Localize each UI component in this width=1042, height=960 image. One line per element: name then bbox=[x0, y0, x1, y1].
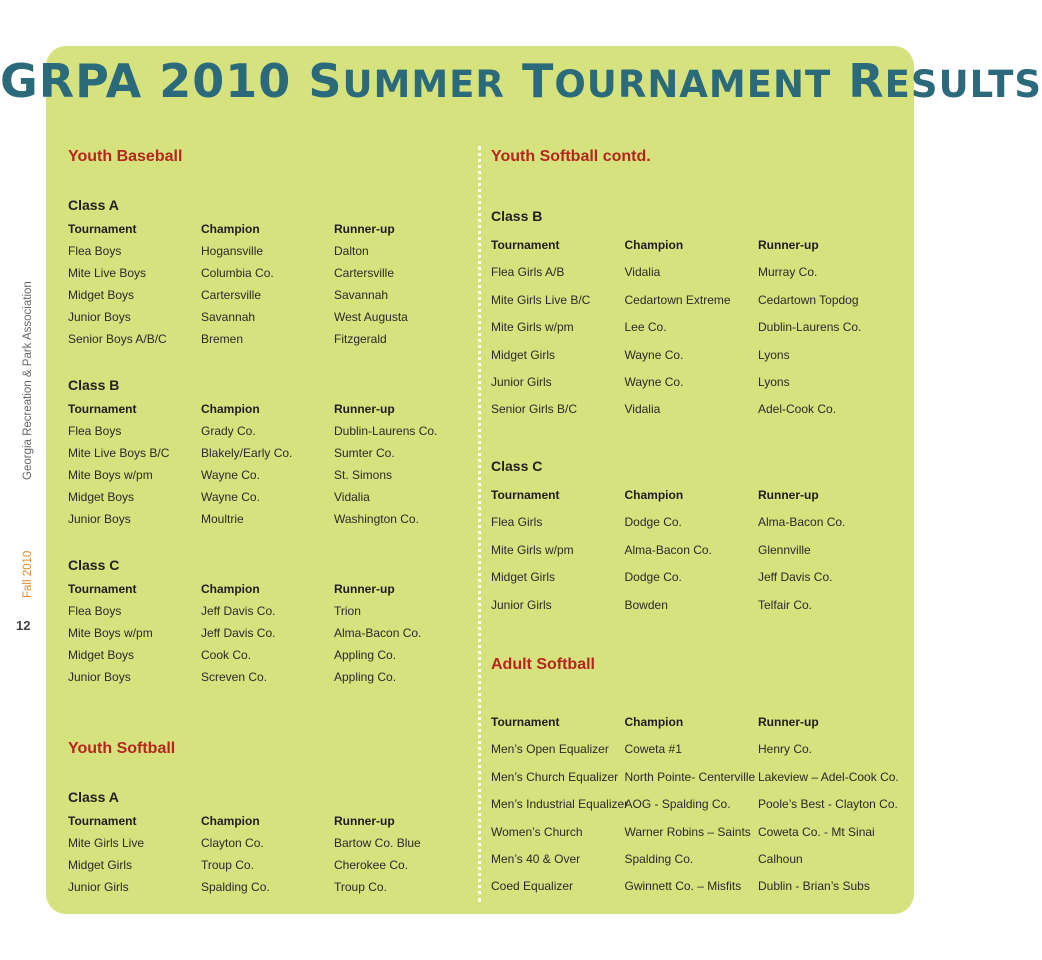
table-row bbox=[68, 836, 488, 856]
table-header-row bbox=[68, 814, 488, 834]
page-title: GRPA 2010 SUMMER TOURNAMENT RESULTS bbox=[0, 54, 1042, 108]
champion-cell: Jeff Davis Co. bbox=[201, 604, 276, 618]
header-champion: Champion bbox=[624, 488, 684, 502]
tournament-cell: Mite Girls Live B/C bbox=[491, 292, 591, 307]
table-row bbox=[68, 880, 488, 900]
page-number: 12 bbox=[16, 618, 31, 633]
header-tournament: Tournament bbox=[68, 814, 137, 828]
section-title-youth-baseball: Youth Baseball bbox=[68, 148, 183, 165]
champion-cell: Lee Co. bbox=[624, 320, 667, 335]
champion-cell: Coweta #1 bbox=[624, 742, 682, 757]
table-row bbox=[491, 402, 911, 422]
tournament-cell: Mite Boys w/pm bbox=[68, 626, 153, 640]
table-row bbox=[491, 598, 911, 618]
champion-cell: Bowden bbox=[624, 597, 668, 612]
tournament-cell: Mite Boys w/pm bbox=[68, 468, 153, 482]
champion-cell: Vidalia bbox=[624, 265, 661, 280]
table-row bbox=[68, 244, 488, 264]
table-row bbox=[68, 512, 488, 532]
runner-up-cell: Trion bbox=[334, 604, 361, 618]
table-row bbox=[491, 515, 911, 535]
champion-cell: Troup Co. bbox=[201, 858, 254, 872]
issue-label: Fall 2010 bbox=[22, 550, 34, 598]
table-header-row bbox=[68, 582, 488, 602]
champion-cell: Grady Co. bbox=[201, 424, 256, 438]
runner-up-cell: Lakeview – Adel-Cook Co. bbox=[758, 769, 899, 784]
tournament-cell: Men’s 40 & Over bbox=[491, 852, 581, 866]
champion-cell: Screven Co. bbox=[201, 670, 268, 684]
runner-up-cell: Cartersville bbox=[334, 266, 395, 280]
section-title-youth-softball: Youth Softball bbox=[68, 740, 176, 757]
header-tournament: Tournament bbox=[68, 402, 137, 416]
tournament-cell: Midget Girls bbox=[68, 858, 133, 872]
header-champion: Champion bbox=[201, 814, 260, 828]
tournament-cell: Mite Live Boys B/C bbox=[68, 446, 170, 460]
class-label: Class B bbox=[68, 377, 120, 393]
org-name: Georgia Recreation & Park Association bbox=[22, 281, 34, 480]
table-row bbox=[491, 320, 911, 340]
runner-up-cell: Glennville bbox=[758, 542, 811, 557]
champion-cell: Cedartown Extreme bbox=[624, 292, 731, 307]
header-champion: Champion bbox=[624, 715, 684, 729]
runner-up-cell: Lyons bbox=[758, 375, 790, 389]
table-row bbox=[68, 310, 488, 330]
header-runner-up: Runner-up bbox=[334, 222, 395, 236]
runner-up-cell: Poole’s Best - Clayton Co. bbox=[758, 797, 898, 812]
header-runner-up: Runner-up bbox=[758, 238, 819, 252]
champion-cell: Savannah bbox=[201, 310, 256, 324]
tournament-cell: Flea Girls bbox=[491, 515, 543, 530]
runner-up-cell: Dublin-Laurens Co. bbox=[758, 320, 862, 335]
champion-cell: Cook Co. bbox=[201, 648, 252, 662]
champion-cell: Wayne Co. bbox=[624, 375, 684, 389]
table-row bbox=[491, 543, 911, 563]
table-row bbox=[491, 293, 911, 313]
header-tournament: Tournament bbox=[68, 222, 137, 236]
runner-up-cell: Dalton bbox=[334, 244, 369, 258]
runner-up-cell: Vidalia bbox=[334, 490, 370, 504]
table-header-row bbox=[68, 402, 488, 422]
table-row bbox=[68, 332, 488, 352]
runner-up-cell: Cedartown Topdog bbox=[758, 292, 859, 307]
table-row bbox=[68, 670, 488, 690]
champion-cell: Bremen bbox=[201, 332, 244, 346]
table-row bbox=[68, 626, 488, 646]
header-runner-up: Runner-up bbox=[334, 814, 395, 828]
table-row bbox=[491, 265, 911, 285]
champion-cell: Alma-Bacon Co. bbox=[624, 542, 712, 557]
champion-cell: Wayne Co. bbox=[201, 468, 260, 482]
champion-cell: Clayton Co. bbox=[201, 836, 264, 850]
tournament-cell: Men’s Open Equalizer bbox=[491, 742, 609, 757]
runner-up-cell: Telfair Co. bbox=[758, 597, 813, 612]
table-row bbox=[68, 468, 488, 488]
champion-cell: Wayne Co. bbox=[624, 347, 684, 362]
tournament-cell: Midget Boys bbox=[68, 288, 135, 302]
runner-up-cell: Fitzgerald bbox=[334, 332, 387, 346]
tournament-cell: Mite Girls Live bbox=[68, 836, 145, 850]
champion-cell: Cartersville bbox=[201, 288, 262, 302]
runner-up-cell: West Augusta bbox=[334, 310, 408, 324]
runner-up-cell: Appling Co. bbox=[334, 648, 397, 662]
champion-cell: North Pointe- Centerville bbox=[624, 769, 756, 784]
champion-cell: Vidalia bbox=[624, 402, 661, 417]
tournament-cell: Men’s Industrial Equalizer bbox=[491, 797, 629, 812]
champion-cell: Hogansville bbox=[201, 244, 264, 258]
runner-up-cell: Dublin-Laurens Co. bbox=[334, 424, 438, 438]
champion-cell: Jeff Davis Co. bbox=[201, 626, 276, 640]
class-label: Class A bbox=[68, 789, 119, 805]
runner-up-cell: Jeff Davis Co. bbox=[758, 570, 833, 585]
tournament-cell: Midget Girls bbox=[491, 570, 556, 585]
runner-up-cell: Cherokee Co. bbox=[334, 858, 409, 872]
champion-cell: Warner Robins – Saints bbox=[624, 824, 751, 839]
tournament-cell: Flea Girls A/B bbox=[491, 265, 565, 280]
runner-up-cell: Appling Co. bbox=[334, 670, 397, 684]
class-label: Class C bbox=[491, 458, 543, 474]
champion-cell: Columbia Co. bbox=[201, 266, 274, 280]
champion-cell: Blakely/Early Co. bbox=[201, 446, 293, 460]
runner-up-cell: Troup Co. bbox=[334, 880, 387, 894]
table-row bbox=[491, 770, 911, 790]
tournament-cell: Junior Girls bbox=[68, 880, 129, 894]
table-row bbox=[68, 288, 488, 308]
header-tournament: Tournament bbox=[491, 238, 560, 252]
table-row bbox=[68, 490, 488, 510]
section-title-adult-softball: Adult Softball bbox=[491, 656, 595, 673]
table-row bbox=[68, 648, 488, 668]
header-champion: Champion bbox=[201, 402, 260, 416]
section-title-youth-softball-contd: Youth Softball contd. bbox=[491, 148, 651, 165]
champion-cell: AOG - Spalding Co. bbox=[624, 797, 731, 812]
runner-up-cell: Bartow Co. Blue bbox=[334, 836, 421, 850]
tournament-cell: Senior Girls B/C bbox=[491, 402, 578, 417]
champion-cell: Dodge Co. bbox=[624, 515, 682, 530]
tournament-cell: Junior Girls bbox=[491, 597, 552, 612]
header-runner-up: Runner-up bbox=[758, 488, 819, 502]
champion-cell: Gwinnett Co. – Misfits bbox=[624, 879, 742, 894]
champion-cell: Dodge Co. bbox=[624, 570, 682, 585]
table-header-row bbox=[491, 715, 911, 735]
tournament-cell: Men’s Church Equalizer bbox=[491, 769, 619, 784]
table-row bbox=[68, 446, 488, 466]
tournament-cell: Midget Boys bbox=[68, 490, 135, 504]
tournament-cell: Flea Boys bbox=[68, 424, 122, 438]
table-row bbox=[68, 424, 488, 444]
table-header-row bbox=[491, 488, 911, 508]
runner-up-cell: Coweta Co. - Mt Sinai bbox=[758, 824, 875, 839]
table-header-row bbox=[68, 222, 488, 242]
class-label: Class A bbox=[68, 197, 119, 213]
runner-up-cell: St. Simons bbox=[334, 468, 393, 482]
tournament-cell: Mite Live Boys bbox=[68, 266, 147, 280]
runner-up-cell: Savannah bbox=[334, 288, 389, 302]
runner-up-cell: Murray Co. bbox=[758, 265, 818, 280]
champion-cell: Moultrie bbox=[201, 512, 244, 526]
tournament-cell: Junior Boys bbox=[68, 310, 131, 324]
table-row bbox=[491, 797, 911, 817]
table-row bbox=[68, 266, 488, 286]
tournament-cell: Senior Boys A/B/C bbox=[68, 332, 167, 346]
class-label: Class C bbox=[68, 557, 120, 573]
header-runner-up: Runner-up bbox=[758, 715, 819, 729]
header-champion: Champion bbox=[201, 582, 260, 596]
header-runner-up: Runner-up bbox=[334, 582, 395, 596]
table-header-row bbox=[491, 238, 911, 258]
header-tournament: Tournament bbox=[491, 488, 560, 502]
runner-up-cell: Calhoun bbox=[758, 852, 803, 866]
runner-up-cell: Adel-Cook Co. bbox=[758, 402, 837, 417]
tournament-cell: Coed Equalizer bbox=[491, 879, 574, 894]
tournament-cell: Junior Girls bbox=[491, 375, 552, 389]
tournament-cell: Mite Girls w/pm bbox=[491, 542, 574, 557]
tournament-cell: Flea Boys bbox=[68, 604, 122, 618]
runner-up-cell: Alma-Bacon Co. bbox=[758, 515, 846, 530]
header-champion: Champion bbox=[201, 222, 260, 236]
table-row bbox=[491, 825, 911, 845]
header-runner-up: Runner-up bbox=[334, 402, 395, 416]
tournament-cell: Midget Boys bbox=[68, 648, 135, 662]
class-label: Class B bbox=[491, 208, 543, 224]
tournament-cell: Women’s Church bbox=[491, 824, 583, 839]
table-row bbox=[491, 570, 911, 590]
table-row bbox=[68, 858, 488, 878]
champion-cell: Spalding Co. bbox=[624, 852, 694, 866]
tournament-cell: Junior Boys bbox=[68, 512, 131, 526]
runner-up-cell: Henry Co. bbox=[758, 742, 813, 757]
table-row bbox=[491, 375, 911, 395]
table-row bbox=[491, 852, 911, 872]
table-row bbox=[68, 604, 488, 624]
runner-up-cell: Sumter Co. bbox=[334, 446, 395, 460]
table-row bbox=[491, 742, 911, 762]
champion-cell: Wayne Co. bbox=[201, 490, 260, 504]
runner-up-cell: Washington Co. bbox=[334, 512, 419, 526]
runner-up-cell: Lyons bbox=[758, 347, 790, 362]
table-row bbox=[491, 879, 911, 899]
table-row bbox=[491, 348, 911, 368]
champion-cell: Spalding Co. bbox=[201, 880, 270, 894]
runner-up-cell: Dublin - Brian’s Subs bbox=[758, 879, 870, 894]
runner-up-cell: Alma-Bacon Co. bbox=[334, 626, 422, 640]
header-tournament: Tournament bbox=[68, 582, 137, 596]
tournament-cell: Junior Boys bbox=[68, 670, 131, 684]
header-champion: Champion bbox=[624, 238, 684, 252]
tournament-cell: Midget Girls bbox=[491, 347, 556, 362]
tournament-cell: Mite Girls w/pm bbox=[491, 320, 574, 335]
tournament-cell: Flea Boys bbox=[68, 244, 122, 258]
header-tournament: Tournament bbox=[491, 715, 560, 729]
